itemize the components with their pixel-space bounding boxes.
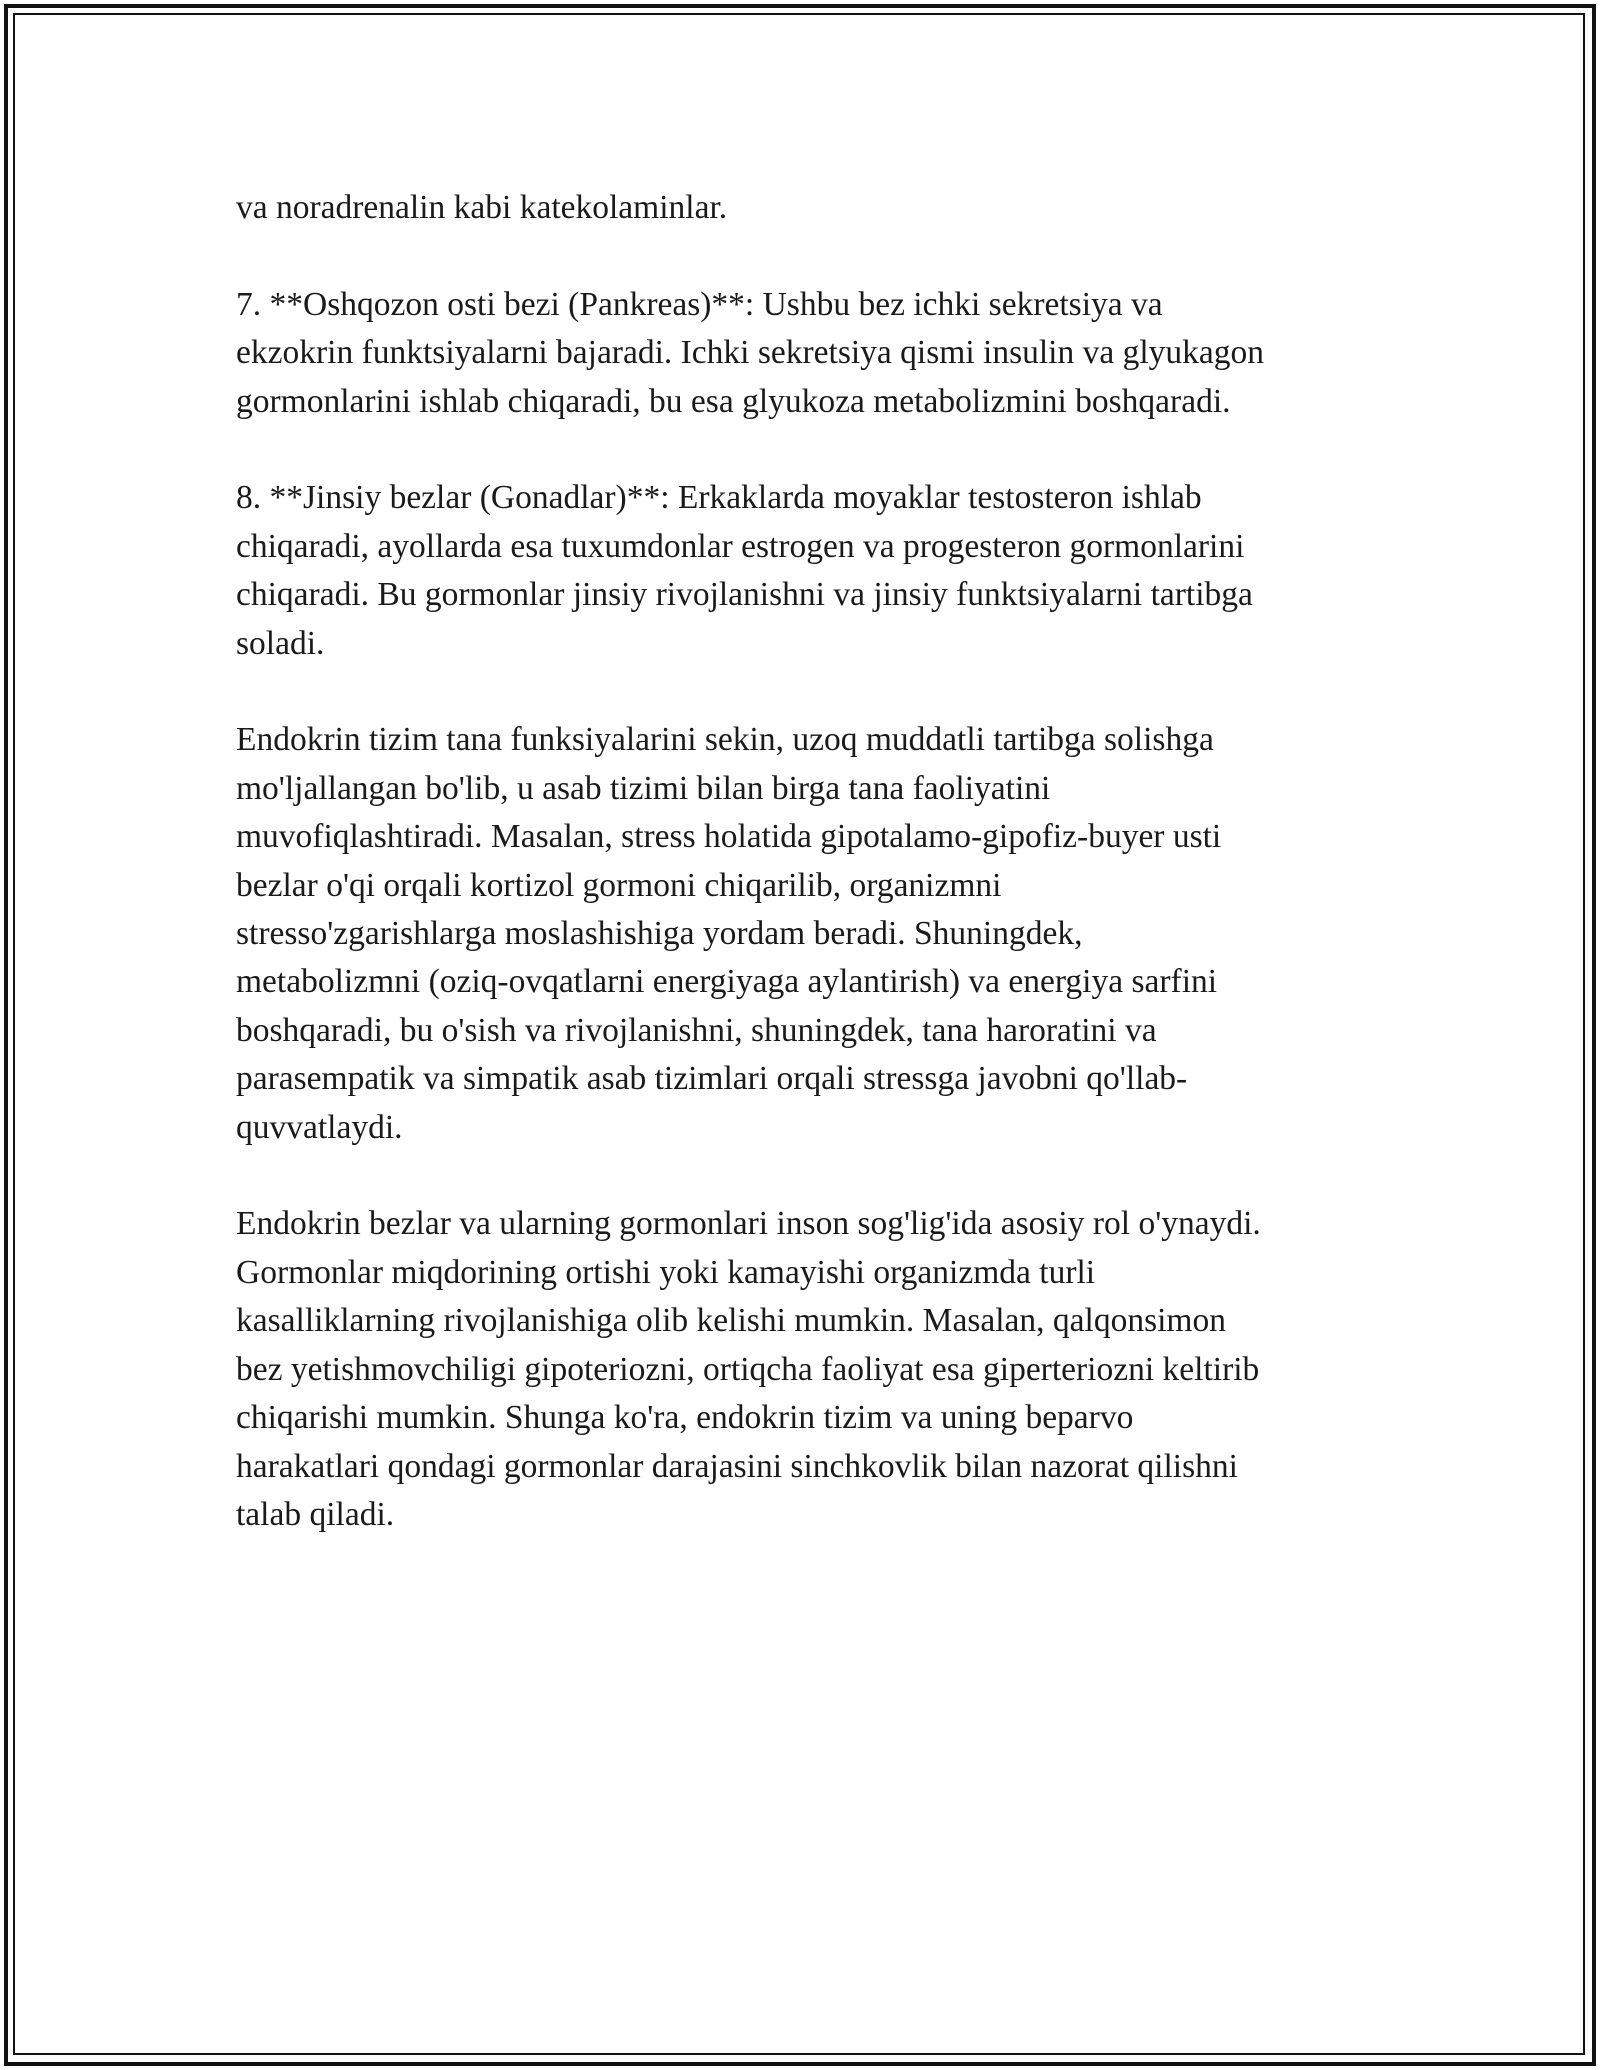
paragraph-catecholamines: va noradrenalin kabi katekolaminlar. (236, 189, 728, 226)
paragraph-pancreas: 7. **Oshqozon osti bezi (Pankreas)**: Ushbu bez ichki sekretsiya va ekzokrin funktsiyalarni bajaradi. Ichki sekretsiya qismi insulin va glyukagon gormonlarini ishlab chiqaradi, bu esa glyukoza metabolizmini boshqaradi. (236, 285, 1265, 420)
document-body (236, 184, 1376, 1588)
paragraph-endocrine-health: Endokrin bezlar va ularning gormonlari inson sog'lig'ida asosiy rol o'ynaydi. Gormonlar miqdorining ortishi yoki kamayishi organizmda turli kasalliklarning rivojlanishiga olib kelishi mumkin. Masalan, qalqonsimon bez yetishmovchiligi gipoteriozni, ortiqcha faoliyat esa giperteriozni keltirib chiqarishi mumkin. Shunga ko'ra, endokrin tizim va uning beparvo harakatlari qondagi gormonlar darajasini sinchkovlik bilan nazorat qilishni talab qiladi. (236, 1205, 1261, 1533)
paragraph-gonads: 8. **Jinsiy bezlar (Gonadlar)**: Erkaklarda moyaklar testosteron ishlab chiqaradi, ayollarda esa tuxumdonlar estrogen va progesteron gormonlarini chiqaradi. Bu gormonlar jinsiy rivojlanishni va jinsiy funktsiyalarni tartibga soladi. (236, 479, 1253, 662)
paragraph-endocrine-function: Endokrin tizim tana funksiyalarini sekin, uzoq muddatli tartibga solishga mo'ljallangan bo'lib, u asab tizimi bilan birga tana faoliyatini muvofiqlashtiradi. Masalan, stress holatida gipotalamo-gipofiz-buyer usti bezlar o'qi orqali kortizol gormoni chiqarilib, organizmni stresso'zgarishlarga moslashishiga yordam beradi. Shuningdek, metabolizmni (oziq-ovqatlarni energiyaga aylantirish) va energiya sarfini boshqaradi, bu o'sish va rivojlanishni, shuningdek, tana haroratini va parasempatik va simpatik asab tizimlari orqali stressga javobni qo'llab- quvvatlaydi. (236, 721, 1222, 1146)
